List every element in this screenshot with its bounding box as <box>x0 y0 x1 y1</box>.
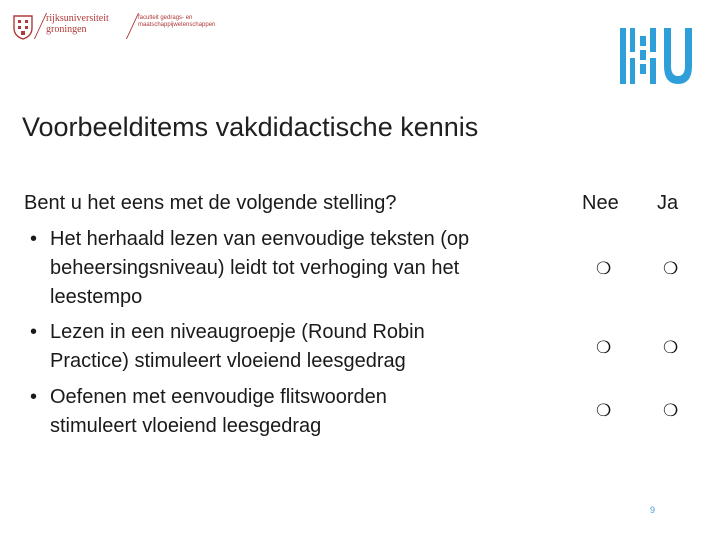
radio-ja-item-2[interactable]: ❍ <box>663 338 679 357</box>
page-number: 9 <box>650 505 656 515</box>
radio-nee-item-3[interactable]: ❍ <box>596 401 612 420</box>
radio-nee-item-2[interactable]: ❍ <box>596 338 612 357</box>
university-logo <box>10 10 216 42</box>
statement-line: Practice) stimuleert vloeiend leesgedrag <box>50 350 406 372</box>
statement-line: Oefenen met eenvoudige flitswoorden <box>50 386 387 408</box>
column-header-nee: Nee <box>582 192 619 214</box>
crest-icon <box>12 12 34 40</box>
statement-line: leestempo <box>50 286 143 308</box>
statement-line: stimuleert vloeiend leesgedrag <box>50 415 322 437</box>
statement-line: Het herhaald lezen van eenvoudige teksten (op <box>50 228 470 250</box>
faculty-name-line2: maatschappijwetenschappen <box>138 22 216 28</box>
question-text: Bent u het eens met de volgende stelling? <box>24 192 397 214</box>
slide-title: Voorbeelditems vakdidactische kennis <box>22 112 479 142</box>
statement-line: beheersingsniveau) leidt tot verhoging van het <box>50 257 460 279</box>
hu-logo <box>610 24 700 90</box>
radio-ja-item-1[interactable]: ❍ <box>663 259 679 278</box>
bullet: • <box>30 228 38 250</box>
university-name-line2: groningen <box>46 24 87 35</box>
bullet: • <box>30 321 38 343</box>
university-name <box>46 13 109 35</box>
faculty-name-line1: faculteit gedrags- en <box>138 15 193 21</box>
radio-nee-item-1[interactable]: ❍ <box>596 259 612 278</box>
bullet: • <box>30 386 38 408</box>
statement-line: Lezen in een niveaugroepje (Round Robin <box>50 321 425 343</box>
column-header-ja: Ja <box>657 192 679 214</box>
university-name-line1: rijksuniversiteit <box>46 13 109 24</box>
radio-ja-item-3[interactable]: ❍ <box>663 401 679 420</box>
faculty-name <box>138 15 218 29</box>
